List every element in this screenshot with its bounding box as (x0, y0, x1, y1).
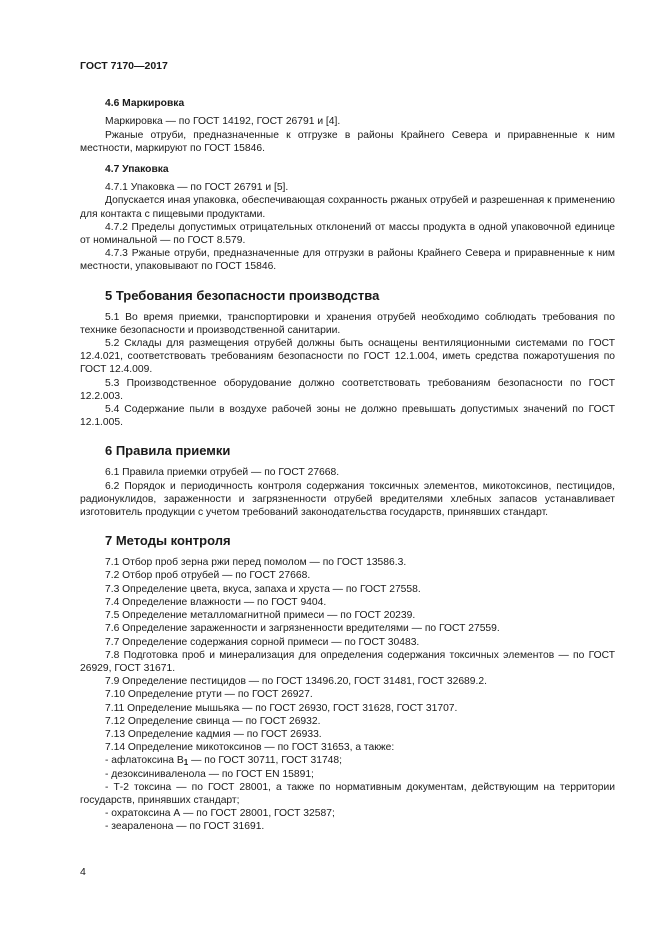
list-item-aflatoxin (80, 754, 615, 767)
paragraph: 4.7.3 Ржаные отруби, предназначенные для отгрузки в районы Крайнего Севера и приравненные к ним местности, упаковывают по ГОСТ 15846. (80, 248, 615, 273)
list-item: - Т-2 токсина — по ГОСТ 28001, а также по нормативным документам, действующим на территории государств, принявших стандарт; (80, 781, 615, 806)
paragraph: 5.4 Содержание пыли в воздухе рабочей зоны не должно превышать допустимых значений по ГОСТ 12.1.005. (80, 404, 615, 429)
list-item: 7.12 Определение свинца — по ГОСТ 26932. (105, 715, 321, 727)
paragraph: 6.1 Правила приемки отрубей — по ГОСТ 27668. (105, 467, 340, 479)
list-item: - зеараленона — по ГОСТ 31691. (105, 821, 265, 833)
list-item: 7.6 Определение зараженности и загрязненности вредителями — по ГОСТ 27559. (105, 623, 500, 635)
page-number: 4 (80, 866, 86, 878)
aflatoxin-refs: — по ГОСТ 30711, ГОСТ 31748; (188, 755, 342, 767)
list-item: 7.2 Отбор проб отрубей — по ГОСТ 27668. (105, 570, 311, 582)
paragraph: Допускается иная упаковка, обеспечивающая сохранность ржаных отрубей и разрешенная к применению для контакта с пищевыми продуктами. (80, 195, 615, 220)
list-item: 7.11 Определение мышьяка — по ГОСТ 26930, ГОСТ 31628, ГОСТ 31707. (105, 702, 458, 714)
list-item: 7.3 Определение цвета, вкуса, запаха и хруста — по ГОСТ 27558. (105, 583, 421, 595)
section-7-heading: 7 Методы контроля (105, 533, 231, 549)
document-page (80, 60, 615, 834)
section-4-6-title: 4.6 Маркировка (105, 98, 185, 110)
paragraph: 5.3 Производственное оборудование должно соответствовать требованиям безопасности по ГОСТ 12.2.003. (80, 377, 615, 402)
paragraph: 5.1 Во время приемки, транспортировки и хранения отрубей необходимо соблюдать требования по технике безопасности и производственной санитарии. (80, 311, 615, 336)
list-item: 7.4 Определение влажности — по ГОСТ 9404. (105, 596, 327, 608)
document-header: ГОСТ 7170—2017 (80, 60, 168, 72)
list-item: 7.9 Определение пестицидов — по ГОСТ 13496.20, ГОСТ 31481, ГОСТ 32689.2. (105, 676, 487, 688)
list-item: - охратоксина А — по ГОСТ 28001, ГОСТ 32587; (105, 808, 335, 820)
paragraph: Ржаные отруби, предназначенные к отгрузке в районы Крайнего Севера и приравненные к ним местности, маркируют по ГОСТ 15846. (80, 129, 615, 154)
section-5-heading: 5 Требования безопасности производства (105, 287, 380, 303)
section-6-heading: 6 Правила приемки (105, 443, 231, 459)
list-item: 7.13 Определение кадмия — по ГОСТ 26933. (105, 728, 322, 740)
list-item: 7.14 Определение микотоксинов — по ГОСТ 31653, а также: (105, 742, 395, 754)
paragraph: 4.7.2 Пределы допустимых отрицательных отклонений от массы продукта в одной упаковочной единице от номинальной — по ГОСТ 8.579. (80, 221, 615, 247)
paragraph: 6.2 Порядок и периодичность контроля содержания токсичных элементов, микотоксинов, пестицидов, радионуклидов, зараженности и загрязненности отрубей вредителями хлебных запасов устанавливает изготовитель продукции с учетом требований законодательства государств, принявших стандарт. (80, 480, 615, 519)
paragraph: 5.2 Склады для размещения отрубей должны быть оснащены вентиляционными системами по ГОСТ 12.4.021, соответствовать требованиям безопасности по ГОСТ 12.1.004, иметь средства пожаротушения по ГОСТ 12.4.009. (80, 338, 615, 376)
list-item: 7.8 Подготовка проб и минерализация для определения содержания токсичных элементов — по ГОСТ 26929, ГОСТ 31671. (80, 649, 615, 674)
aflatoxin-subscript: 1 (183, 758, 189, 768)
list-item: 7.10 Определение ртути — по ГОСТ 26927. (105, 689, 313, 701)
list-item: 7.7 Определение содержания сорной примеси — по ГОСТ 30483. (105, 636, 420, 648)
aflatoxin-text: - афлатоксина В (105, 755, 184, 767)
paragraph: Маркировка — по ГОСТ 14192, ГОСТ 26791 и [4]. (105, 116, 341, 128)
list-item: 7.5 Определение металломагнитной примеси — по ГОСТ 20239. (105, 610, 416, 622)
list-item: 7.1 Отбор проб зерна ржи перед помолом — по ГОСТ 13586.3. (105, 557, 407, 569)
section-4-7-title: 4.7 Упаковка (105, 164, 169, 176)
paragraph: 4.7.1 Упаковка — по ГОСТ 26791 и [5]. (105, 182, 289, 194)
list-item: - дезоксиниваленола — по ГОСТ EN 15891; (105, 768, 314, 780)
